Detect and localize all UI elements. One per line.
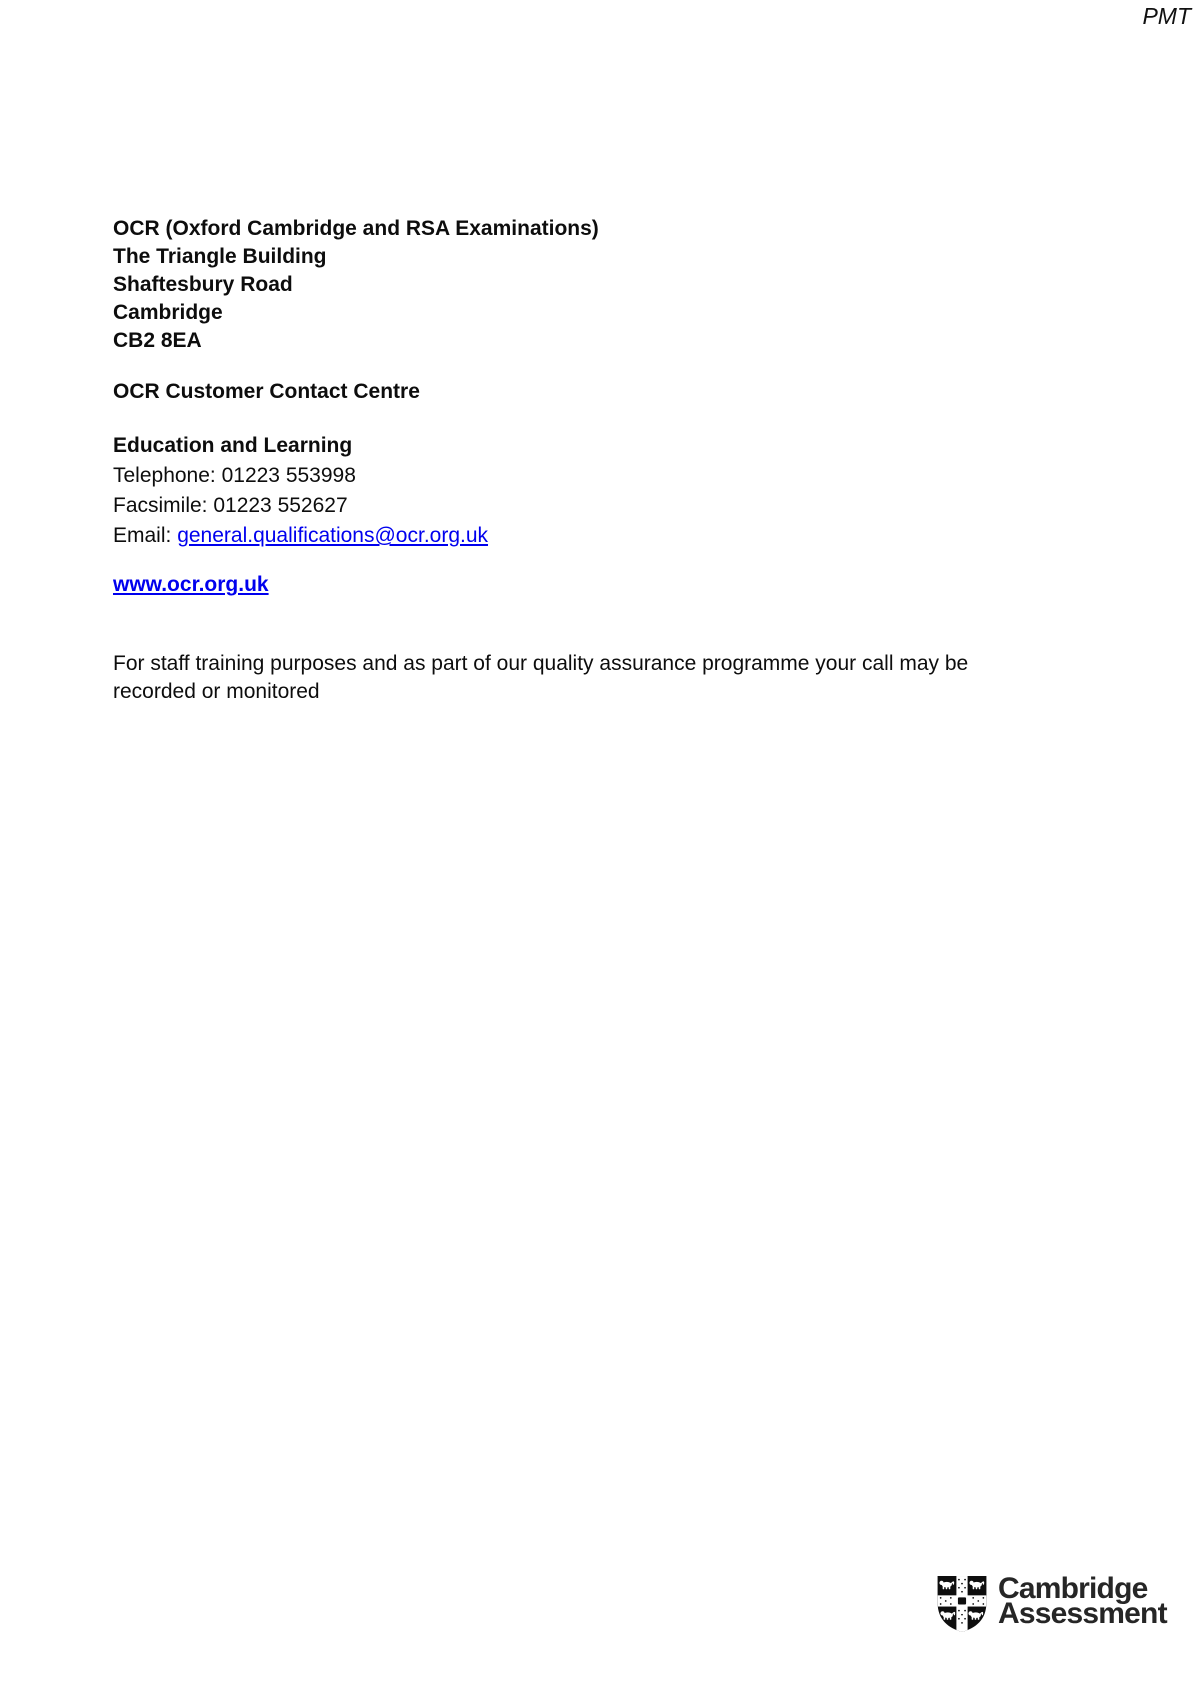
address-block [113, 215, 1073, 355]
department-heading: Education and Learning [113, 434, 353, 457]
contact-details [113, 215, 1073, 706]
cambridge-crest-icon [936, 1575, 988, 1633]
logo-wordmark [998, 1572, 1167, 1630]
notice-line: recorded or monitored [113, 680, 320, 703]
notice-line: For staff training purposes and as part of our quality assurance programme your call may be [113, 652, 969, 675]
website-link[interactable]: www.ocr.org.uk [113, 573, 269, 596]
logo-line-cambridge: Cambridge [998, 1572, 1148, 1605]
telephone-line: Telephone: 01223 553998 [113, 464, 356, 487]
address-line-organisation: OCR (Oxford Cambridge and RSA Examinations) [113, 217, 599, 240]
logo-line-assessment: Assessment [998, 1597, 1167, 1630]
address-line-city: Cambridge [113, 301, 223, 324]
email-label: Email: [113, 524, 178, 547]
facsimile-line: Facsimile: 01223 552627 [113, 494, 348, 517]
address-line-postcode: CB2 8EA [113, 329, 202, 352]
pmt-watermark: PMT [1142, 3, 1191, 29]
cambridge-assessment-logo [936, 1572, 1167, 1633]
address-line-street: Shaftesbury Road [113, 273, 293, 296]
address-line-building: The Triangle Building [113, 245, 327, 268]
contact-centre-heading: OCR Customer Contact Centre [113, 380, 420, 403]
call-recording-notice [113, 650, 1073, 706]
email-link[interactable]: general.qualifications@ocr.org.uk [177, 524, 489, 547]
email-line [113, 521, 1073, 551]
website-line [113, 571, 1073, 599]
department-block [113, 431, 1073, 551]
